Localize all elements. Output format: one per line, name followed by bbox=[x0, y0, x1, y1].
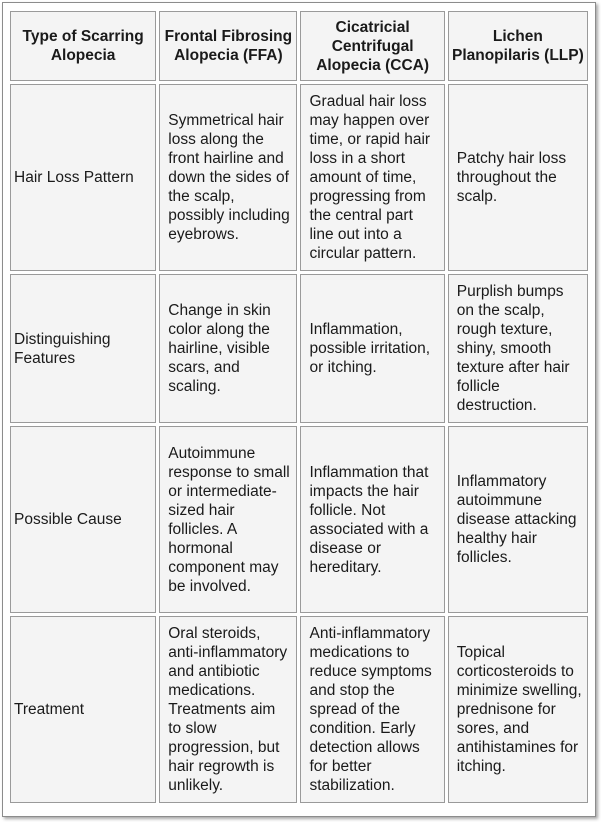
cell-llp: Patchy hair loss throughout the scalp. bbox=[448, 84, 588, 271]
cell-llp: Purplish bumps on the scalp, rough texture, shiny, smooth texture after hair follicle destruction. bbox=[448, 274, 588, 423]
header-cca: Cicatricial Centrifugal Alopecia (CCA) bbox=[300, 11, 444, 81]
cell-ffa: Autoimmune response to small or intermediate-sized hair follicles. A hormonal component may be involved. bbox=[159, 426, 297, 613]
row-label: Distinguishing Features bbox=[10, 274, 156, 423]
header-row bbox=[10, 11, 588, 81]
row-label: Hair Loss Pattern bbox=[10, 84, 156, 271]
comparison-table bbox=[7, 8, 591, 806]
cell-cca: Gradual hair loss may happen over time, or rapid hair loss in a short amount of time, progressing from the central part line out into a circular pattern. bbox=[300, 84, 444, 271]
cell-llp: Topical corticosteroids to minimize swelling, prednisone for sores, and antihistamines for itching. bbox=[448, 616, 588, 803]
table-frame bbox=[2, 2, 596, 817]
table-row bbox=[10, 274, 588, 423]
cell-ffa: Symmetrical hair loss along the front hairline and down the sides of the scalp, possibly including eyebrows. bbox=[159, 84, 297, 271]
cell-ffa: Change in skin color along the hairline, visible scars, and scaling. bbox=[159, 274, 297, 423]
cell-cca: Inflammation that impacts the hair follicle. Not associated with a disease or hereditary. bbox=[300, 426, 444, 613]
header-llp: Lichen Planopilaris (LLP) bbox=[448, 11, 588, 81]
header-type: Type of Scarring Alopecia bbox=[10, 11, 156, 81]
cell-cca: Inflammation, possible irritation, or itching. bbox=[300, 274, 444, 423]
cell-cca: Anti-inflammatory medications to reduce symptoms and stop the spread of the condition. Early detection allows for better stabilization. bbox=[300, 616, 444, 803]
row-label: Treatment bbox=[10, 616, 156, 803]
table-row bbox=[10, 426, 588, 613]
table-row bbox=[10, 84, 588, 271]
cell-ffa: Oral steroids, anti-inflammatory and antibiotic medications. Treatments aim to slow progression, but hair regrowth is unlikely. bbox=[159, 616, 297, 803]
header-ffa: Frontal Fibrosing Alopecia (FFA) bbox=[159, 11, 297, 81]
cell-llp: Inflammatory autoimmune disease attacking healthy hair follicles. bbox=[448, 426, 588, 613]
row-label: Possible Cause bbox=[10, 426, 156, 613]
table-row bbox=[10, 616, 588, 803]
